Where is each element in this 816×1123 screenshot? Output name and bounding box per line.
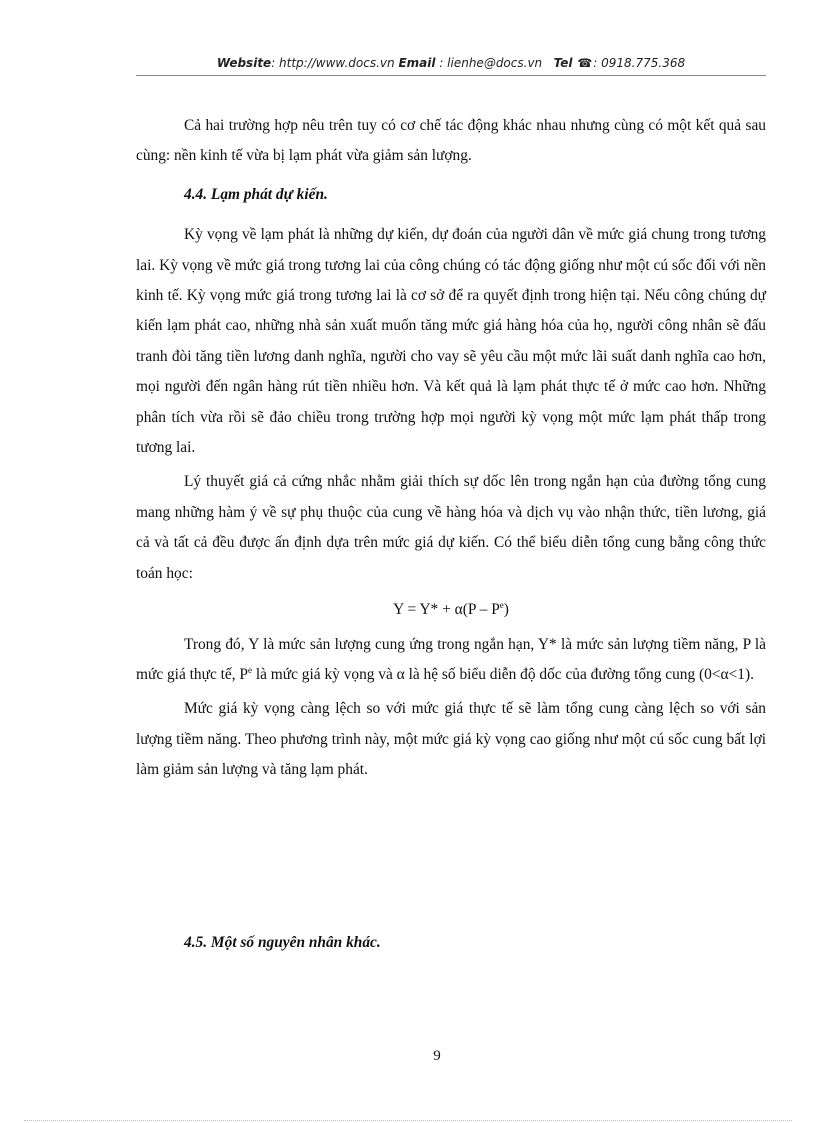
paragraph-definitions: [136, 630, 766, 691]
tel-value: : 0918.775.368: [593, 56, 686, 70]
formula-superscript: e: [499, 599, 504, 610]
phone-icon: ☎: [577, 56, 593, 70]
website-label: Website: [216, 56, 272, 70]
website-value: : http://www.docs.vn: [271, 56, 395, 70]
header-rule: [136, 75, 766, 76]
email-label: Email: [398, 56, 436, 70]
definitions-part-b: là mức giá kỳ vọng và α là hệ số biểu diễn độ dốc của đường tổng cung (0<α<1).: [252, 665, 754, 683]
paragraph-sticky-price: Lý thuyết giá cả cứng nhắc nhằm giải thích sự dốc lên trong ngắn hạn của đường tổng cung mang những hàm ý về sự phụ thuộc của cung về hàng hóa và dịch vụ vào nhận thức, tiền lương, giá cả và tất cả đều được ấn định dựa trên mức giá dự kiến. Có thể biểu diễn tổng cung bằng công thức toán học:: [136, 473, 766, 582]
definitions-superscript: e: [248, 664, 252, 675]
tel-label: Tel: [553, 56, 573, 70]
formula-close: ): [503, 601, 509, 619]
page-header: [136, 56, 766, 70]
page-number: 9: [433, 1048, 441, 1064]
definitions-part-a: Trong đó, Y là mức sản lượng cung ứng trong ngắn hạn, Y* là mức sản lượng tiềm năng, P là mức giá thực tế, P: [136, 635, 766, 683]
footer-rule: [24, 1120, 792, 1121]
section-heading-4-4: 4.4. Lạm phát dự kiến.: [184, 185, 328, 203]
paragraph-intro: Cả hai trường hợp nêu trên tuy có cơ chế tác động khác nhau nhưng cùng có một kết quả sau cùng: nền kinh tế vừa bị lạm phát vừa giảm sản lượng.: [136, 117, 766, 165]
page-content: [136, 111, 766, 786]
formula-main: Y = Y* + α(P – P: [393, 601, 500, 619]
email-value: : lienhe@docs.vn: [435, 56, 543, 70]
paragraph-expectations: Kỳ vọng về lạm phát là những dự kiến, dự đoán của người dân về mức giá chung trong tương lai. Kỳ vọng về mức giá trong tương lai của công chúng có tác động giống như một cú sốc đối với nền kinh tế. Kỳ vọng mức giá trong tương lai là cơ sở để ra quyết định trong hiện tại. Nếu công chúng dự kiến lạm phát cao, những nhà sản xuất muốn tăng mức giá hàng hóa của họ, người công nhân sẽ đấu tranh đòi tăng tiền lương danh nghĩa, người cho vay sẽ yêu cầu một mức lãi suất danh nghĩa cao hơn, mọi người đến ngân hàng rút tiền nhiều hơn. Và kết quả là lạm phát thực tế ở mức cao hơn. Những phân tích vừa rồi sẽ đảo chiều trong trường hợp mọi người kỳ vọng một mức lạm phát thấp trong tương lai.: [136, 226, 766, 457]
supply-formula: [136, 595, 766, 625]
section-heading-4-5: 4.5. Một số nguyên nhân khác.: [184, 934, 381, 951]
paragraph-conclusion: Mức giá kỳ vọng càng lệch so với mức giá thực tế sẽ làm tổng cung càng lệch so với sản lượng tiềm năng. Theo phương trình này, một mức giá kỳ vọng cao giống như một cú sốc cung bất lợi làm giảm sản lượng và tăng lạm phát.: [136, 700, 766, 779]
